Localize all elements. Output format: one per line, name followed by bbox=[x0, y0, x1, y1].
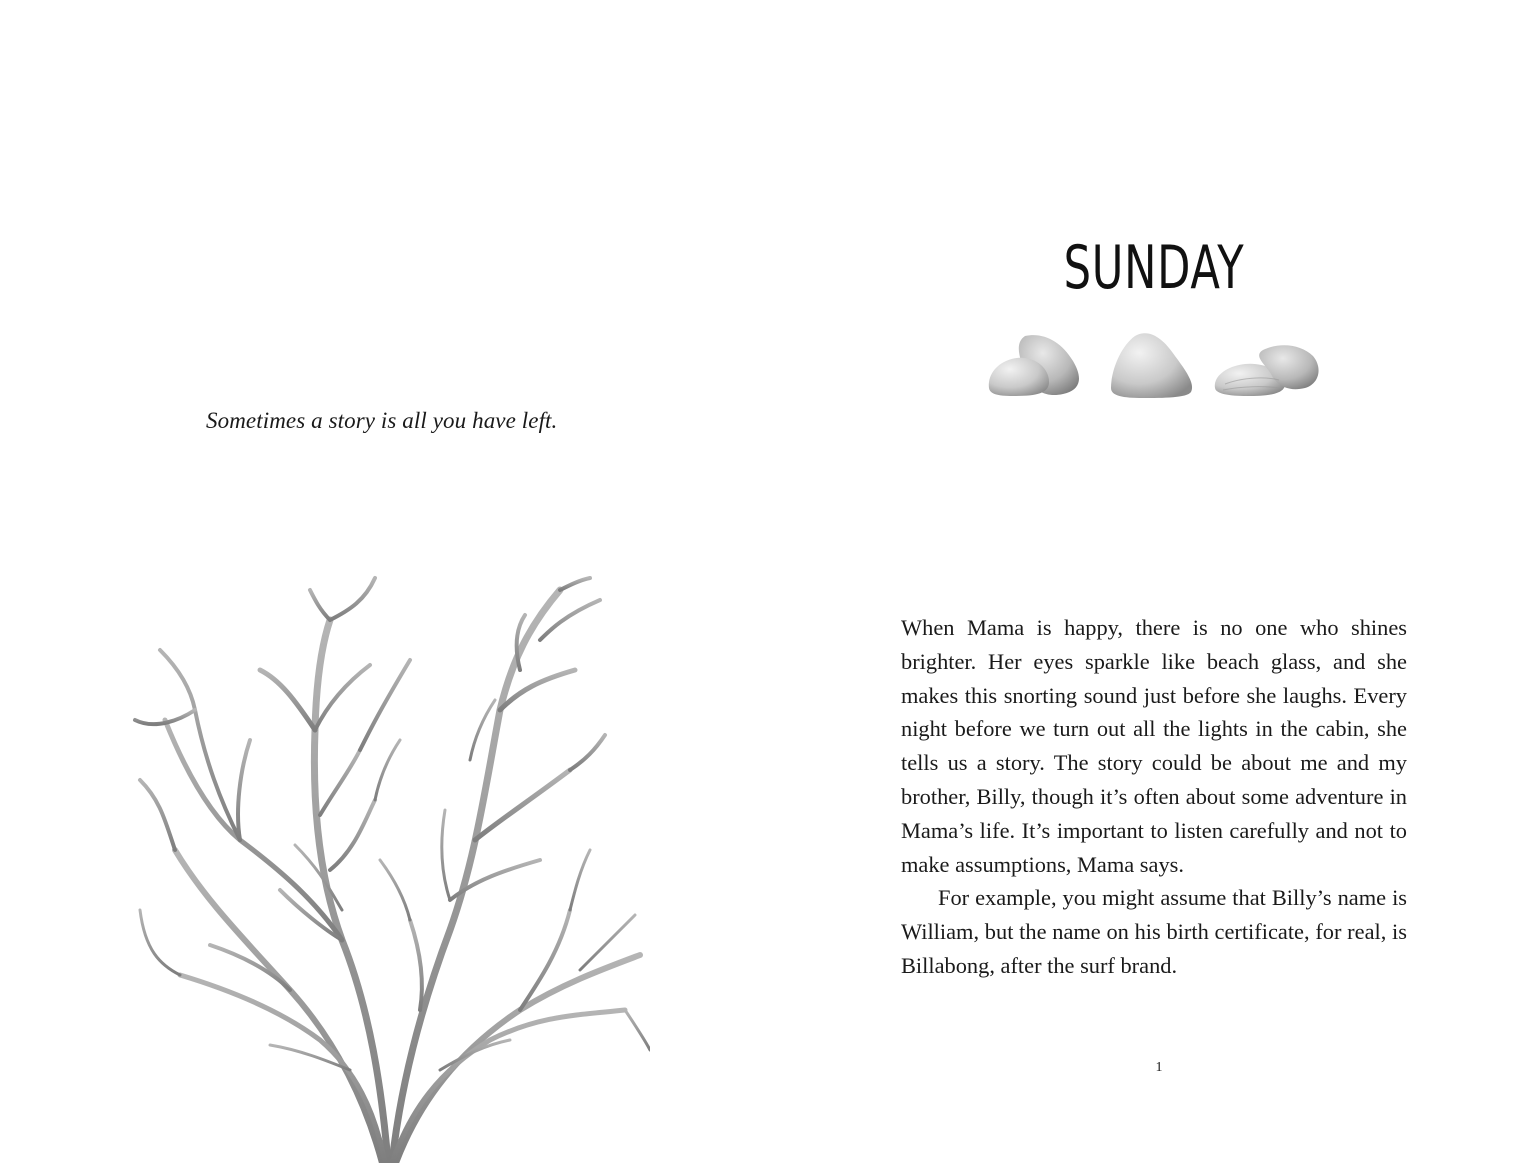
paragraph: When Mama is happy, there is no one who shines brighter. Her eyes sparkle like beach glass, and she makes this snorting sound just before she laughs. Every night before we turn out all the lights in the cabin, she tells us a story. The story could be about me and my brother, Billy, though it’s often about some adventure in Mama’s life. It’s important to listen carefully and not to make assumptions, Mama says. bbox=[901, 615, 1407, 877]
chapter-body bbox=[901, 611, 1407, 983]
bare-branches-icon bbox=[120, 570, 650, 1163]
paragraph: For example, you might assume that Billy’s name is William, but the name on his birth certificate, for real, is Billabong, after the surf brand. bbox=[901, 885, 1407, 978]
right-page bbox=[769, 0, 1538, 1163]
three-stones-icon bbox=[983, 326, 1323, 402]
chapter-title: SUNDAY bbox=[1063, 233, 1245, 303]
page-number: 1 bbox=[1155, 1060, 1163, 1075]
epigraph: Sometimes a story is all you have left. bbox=[206, 408, 558, 433]
